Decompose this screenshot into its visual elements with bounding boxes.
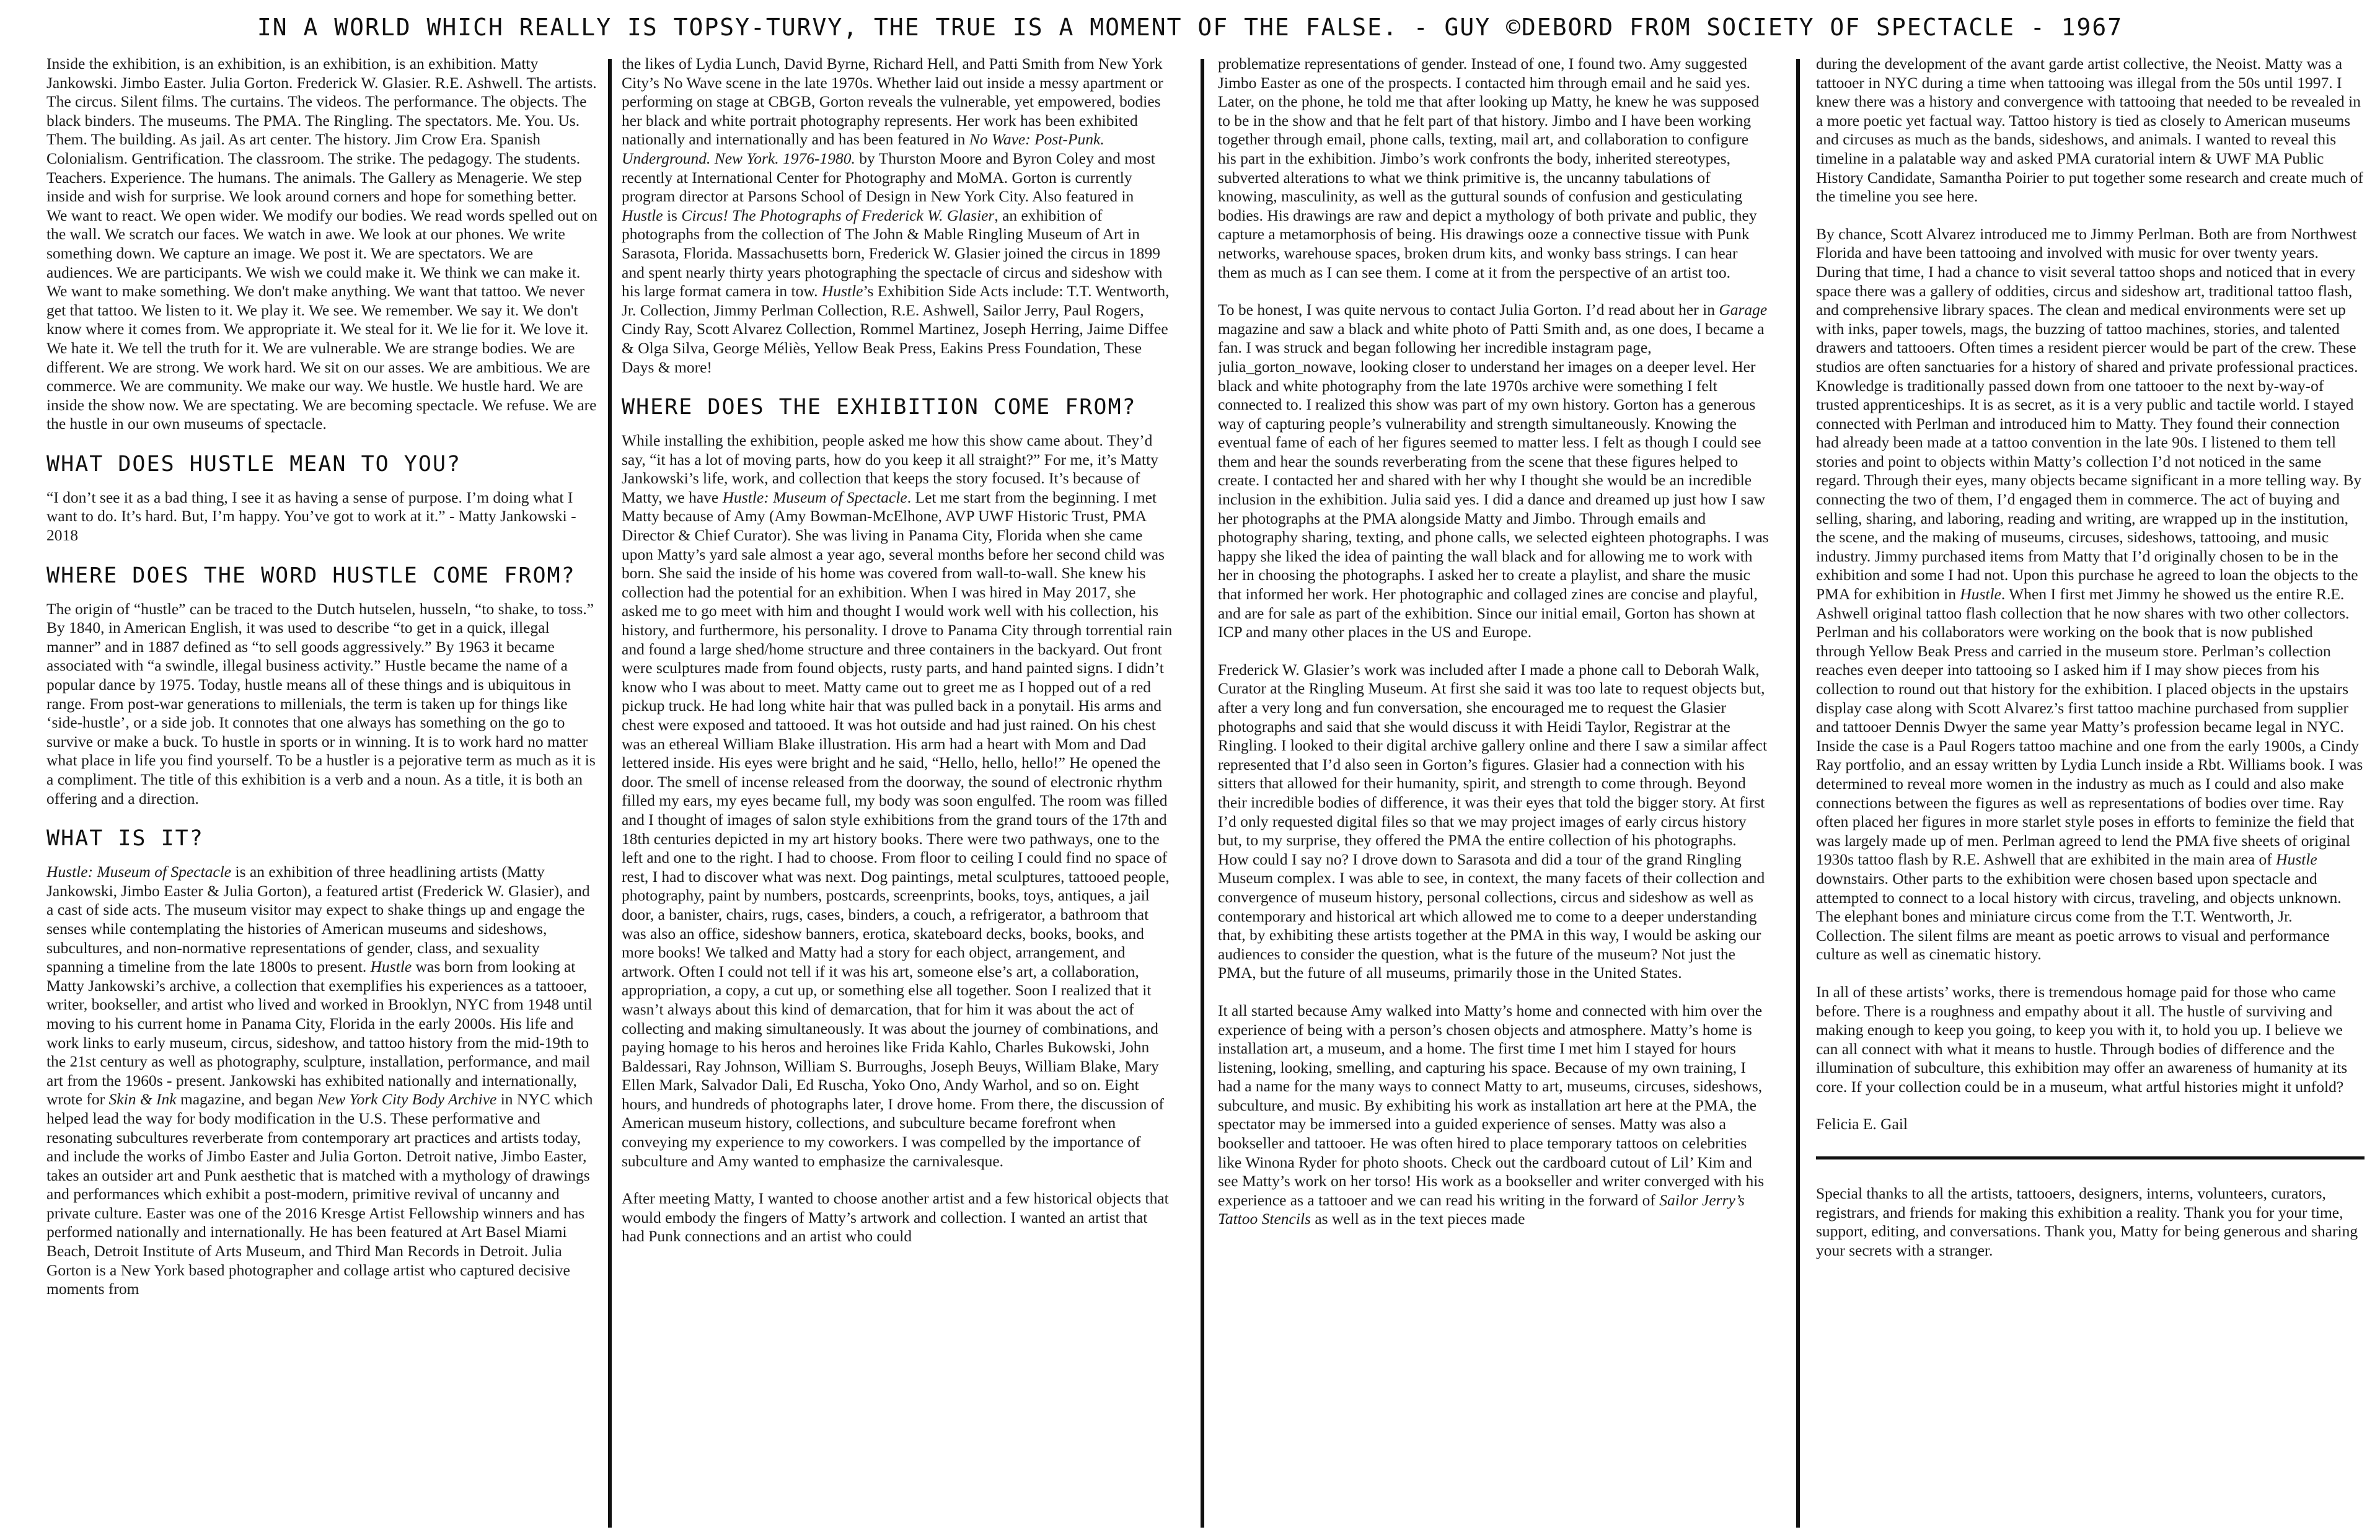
heading-exhibition-origin: WHERE DOES THE EXHIBITION COME FROM? xyxy=(622,395,1137,420)
text-column-2 xyxy=(622,55,1173,1529)
title-italic: Hustle: Museum of Spectacle xyxy=(722,488,907,506)
text-run: magazine and saw a black and white photo of Patti Smith and, as one does, I became a fan. I was struck and began following her incredible instagram page, julia_gorton_nowave, looking closer to understand her images on a deeper level. Her black and white photography from the late 1970s archive were something I felt connected to. I realized this show was part of my own history. Gorton has a generous way of capturing people’s vulnerability and strength simultaneously. Knowing the eventual fame of each of her figures seemed to matter less. I felt as though I could see them and hear the sounds reverberating from the scene that these figures helped to create. I contacted her and shared with her why I thought she would be an incredible inclusion in the exhibition. Julia said yes. I did a dance and dreamed up just how I saw her photographs at the PMA alongside Matty and Jimbo. Through emails and photography sharing, texting, and phone calls, we selected eighteen photographs. I was happy she liked the idea of painting the wall black and for allowing me to work with her in choosing the photographs. I asked her to create a playlist, and share the music that informed her work. Her photographic and collaged zines are concise and playful, and are for sale as part of the exhibition. Since our initial email, Gorton has shown at ICP and many other places in the US and Europe. xyxy=(1218,319,1769,641)
text-run: It all started because Amy walked into Matty’s home and connected with him over the experience of being with a person’s chosen objects and atmosphere. Matty’s home is installation art, a museum, and a home. The first time I met him I stayed for hours listening, looking, smelling, and capturing his space. Because of my own training, I had a name for the many ways to connect Matty to art, museums, circuses, sideshows, subculture, and music. By exhibiting his work as installation art here at the PMA, the spectator may be immersed into a guided experience of senses. Matty was also a bookseller and tattooer. He was often hired to place temporary tattoos on celebrities like Winona Ryder for photo shoots. Check out the cardboard cutout of Lil’ Kim and see Matty’s work on her torso! His work as a bookseller and writer converged with his experience as a tattooer and we can read his writing in the forward of xyxy=(1218,1001,1765,1209)
title-italic: Hustle: Museum of Spectacle xyxy=(46,863,232,881)
text-run: as well as in the text pieces made xyxy=(1310,1210,1525,1228)
title-italic: Hustle xyxy=(370,957,412,976)
acknowledgements-paragraph: Special thanks to all the artists, tattooers, designers, interns, volunteers, curators, registrars, and friends for making this exhibition a reality. Thank you for your time, support, editing, and conversations. Thank you, Matty for being generous and sharing your secrets with a stranger. xyxy=(1816,1184,2358,1259)
text-run: the likes of Lydia Lunch, David Byrne, Richard Hell, and Patti Smith from New York City’s No Wave scene in the late 1970s. Whether laid out inside a messy apartment or performing on stage at CBGB, Gorton reveals the vulnerable, yet empowered, bodies her black and white portrait photography represents. Her work has been exhibited nationally and internationally and has been featured in xyxy=(622,55,1163,149)
julia-paragraph xyxy=(1218,301,1770,642)
column-divider xyxy=(1796,59,1800,1528)
title-italic: Hustle xyxy=(2276,850,2317,869)
quote-paragraph: “I don’t see it as a bad thing, I see it as having a sense of purpose. I’m doing what I want to do. It’s hard. But, I’m happy. You’ve got to work at it.” - Matty Jankowski - 2018 xyxy=(46,488,576,545)
text-column-3 xyxy=(1218,55,1770,1529)
column-divider xyxy=(1201,59,1204,1528)
magazine-title: Garage xyxy=(1719,301,1768,319)
exhibition-title: Circus! The Photographs of Frederick W. Glasier xyxy=(681,206,995,224)
text-run: is xyxy=(663,206,682,224)
text-column-1 xyxy=(46,55,598,1529)
book-title: No Wave: Post-Punk. Underground. New York. 1976-1980. xyxy=(622,130,1104,167)
what-is-it-paragraph xyxy=(46,863,598,1299)
perlman-paragraph xyxy=(1816,225,2365,964)
text-run: downstairs. Other parts to the exhibition were chosen based upon spectacle and attempted to connect to a local history with circus, traveling, and objects unknown. The elephant bones and miniature circus come from the T.T. Wentworth, Jr. Collection. The silent films are meant as poetic arrows to visual and performance culture as well as cinematic history. xyxy=(1816,869,2342,964)
section-divider xyxy=(1816,1156,2365,1159)
heading-word-origin: WHERE DOES THE WORD HUSTLE COME FROM? xyxy=(46,563,576,588)
text-run: ’s Exhibition Side Acts include: T.T. Wentworth, Jr. Collection, Jimmy Perlman Collection, R.E. Ashwell, Sailor Jerry, Paul Rogers, Cindy Ray, Scott Alvarez Collection, Rommel Martinez, Joseph Herring, Jaime Diffee & Olga Silva, George Méliès, Yellow Beak Press, Eakins Press Foundation, These Days & more! xyxy=(622,282,1170,376)
author-signature: Felicia E. Gail xyxy=(1816,1115,1908,1133)
text-run: While installing the exhibition, people asked me how this show came about. They’d say, “it has a lot of moving parts, how do you keep it all straight?” For me, it’s Matty Jankowski’s life, work, and collection that keeps the story focused. It’s because of Matty, we have xyxy=(622,431,1158,506)
intro-paragraph: Inside the exhibition, is an exhibition, is an exhibition, is an exhibition. Matty Jankowski. Jimbo Easter. Julia Gorton. Frederick W. Glasier. R.E. Ashwell. The artists. The circus. Silent films. The curtains. The videos. The performance. The objects. The black binders. The museums. The PMA. The Ringling. The spectators. Me. You. Us. Them. The building. As jail. As art center. The history. Jim Crow Era. Spanish Colonialism. Gentrification. The classroom. The strike. The pedagogy. The students. Teachers. Experience. The humans. The animals. The Gallery as Menagerie. We step inside and wish for surprise. We look around corners and hope for something better. We want to react. We open wider. We modify our bodies. We read words spelled out on the wall. We scratch our faces. We watch in awe. We look at our phones. We write something down. We capture an image. We post it. We are spectators. We are audiences. We are participants. We wish we could make it. We think we can make it. We want to make something. We don't make anything. We want that tattoo. We never get that tattoo. We listen to it. We play it. We see. We remember. We say it. We don't know where it comes from. We appropriate it. We steal for it. We lie for it. We love it. We hate it. We tell the truth for it. We are vulnerable. We are strange bodies. We are different. We are strong. We work hard. We sit on our asses. We are ambitious. We are commerce. We are community. We make our way. We hustle. We hustle hard. We are inside the show now. We are spectating. We are becoming spectacle. We refuse. We are the hustle in our own museums of spectacle. xyxy=(46,55,598,433)
text-run: is an exhibition of three headlining artists (Matty Jankowski, Jimbo Easter & Julia Gorton), a featured artist (Frederick W. Glasier), and a cast of side acts. The museum visitor may expect to shake things up and engage the senses while contemplating the histories of American museums and sideshows, subcultures, and non-normative representations of gender, class, and sexuality spanning a timeline from the late 1800s to present. xyxy=(46,863,590,976)
closing-paragraph: In all of these artists’ works, there is tremendous homage paid for those who came before. There is a roughness and empathy about it all. The hustle of surviving and making enough to keep you going, to keep you with it, to hold you up. I believe we can all connect with what it means to hustle. Through bodies of difference and the illumination of subculture, this exhibition may offer an awareness of humanity at its core. If your collection could be in a museum, what artful histories might it unfold? xyxy=(1816,982,2348,1096)
artists-paragraph xyxy=(622,55,1173,377)
text-run: . When I first met Jimmy he showed us the entire R.E. Ashwell original tattoo flash collection that he now shares with two other collectors. Perlman and his collaborators were working on the book that is now published through Yellow Beak Press and carried in the museum store. Perlman’s collection reaches even deeper into tattooing so I asked him if I may show pieces from his collection to round out that history for the exhibition. I placed objects in the upstairs display case along with Scott Alvarez’s first tattoo machine purchased from supplier and tattooer Dennis Dwyer the same year Matty’s profession became legal in NYC. Inside the case is a Paul Rogers tattoo machine and one from the early 1900s, a Cindy Ray portfolio, and an essay written by Lydia Lunch inside a Rbt. Williams book. I was determined to reveal more women in the industry as much as I could and also make connections between the figures as well as representations of bodies over time. Ray often placed her figures in more starlet style poses in efforts to feminize the field that was largely made up of men. Perlman agreed to lend the PMA five sheets of original 1930s tattoo flash by R.E. Ashwell that are exhibited in the main area of xyxy=(1816,585,2363,869)
text-run: , an exhibition of photographs from the collection of The John & Mable Ringling Museum of Art in Sarasota, Florida. Massachusetts born, Frederick W. Glasier joined the circus in 1899 and spent nearly thirty years photographing the spectacle of circus and sideshow with his large format camera in tow. xyxy=(622,206,1163,301)
text-run: in NYC which helped lead the way for body modification in the U.S. These performative and resonating subcultures reverberate from contemporary art practices and artists today, and include the works of Jimbo Easter and Julia Gorton. Detroit native, Jimbo Easter, takes an outsider art and Punk aesthetic that is matched with a mythology of drawings and performances which exhibit a post-modern, primitive revival of uncanny and private culture. Easter was one of the 2016 Kresge Artist Fellowship winners and has performed nationally and internationally. He has been featured at Art Basel Miami Beach, Detroit Institute of Arts Museum, and Third Man Records in Detroit. Julia Gorton is a New York based photographer and collage artist who captured decisive moments from xyxy=(46,1090,593,1298)
magazine-title: Skin & Ink xyxy=(108,1090,177,1109)
text-run: by Thurston Moore and Byron Coley and most recently at International Center for Photography and MoMA. Gorton is currently program director at Parsons School of Design in New York City. Also featured in xyxy=(622,149,1155,206)
column-divider xyxy=(608,59,612,1528)
heading-hustle-meaning: WHAT DOES HUSTLE MEAN TO YOU? xyxy=(46,451,462,477)
after-meeting-paragraph: After meeting Matty, I wanted to choose another artist and a few historical objects that would embody the fingers of Matty’s artwork and collection. I wanted an artist that had Punk connections and an artist who could xyxy=(622,1189,1169,1246)
text-run: was born from looking at Matty Jankowski’s archive, a collection that exemplifies his experiences as a tattooer, writer, bookseller, and artist who lived and worked in Brooklyn, NYC from 1948 until moving to his current home in Panama City, Florida in the early 2000s. His life and work links to early museum, circus, sideshow, and tattoo history from the mid-19th to the 21st century as well as photography, sculpture, installation, performance, and mail art from the 1960s - present. Jankowski has exhibited nationally and internationally, wrote for xyxy=(46,957,593,1109)
text-run: By chance, Scott Alvarez introduced me to Jimmy Perlman. Both are from Northwest Florida and have been tattooing and involved with music for over twenty years. During that time, I had a chance to visit several tattoo shops and noticed that in every space there was a gallery of oddities, circus and sideshow art, traditional tattoo flash, and comprehensive library spaces. The clean and medical environments were set up with inks, paper towels, mags, the buzzing of tattoo machines, stories, and talented drawers and tattooers. Often times a resident piercer would be part of the crew. These studios are often sanctuaries for a history of shared and private professional practices. Knowledge is traditionally passed down from one tattooer to the next by-way-of trusted apprenticeships. It is as secret, as it is a very public and tactile world. I stayed connected with Perlman and introduced him to Matty. They found their connection had already been made at a tattoo convention in the late 90s. I listened to them tell stories and point to objects within Matty’s collection I’d not noticed in the same regard. Through their eyes, many objects became significant in a more telling way. By connecting the two of them, I’d engaged them in commerce. The act of buying and selling, sharing, and laboring, reading and writing, are wrapped up in the institution, the scene, and the making of museums, circuses, sideshows, tattooing, and music industry. Jimmy purchased items from Matty that I’d originally chosen to be in the exhibition and some I had not. Upon this purchase he agreed to loan the objects to the PMA for exhibition in xyxy=(1816,224,2362,604)
heading-what-is-it: WHAT IS IT? xyxy=(46,826,204,851)
title-italic: Hustle xyxy=(1960,585,2001,604)
epigraph-banner: IN A WORLD WHICH REALLY IS TOPSY-TURVY, THE TRUE IS A MOMENT OF THE FALSE. - GUY ©DEBORD FROM SOCIETY OF SPECTACLE - 1967 xyxy=(257,14,2123,41)
book-title: Sailor Jerry’s Tattoo Stencils xyxy=(1218,1190,1745,1228)
text-run: . Let me start from the beginning. I met Matty because of Amy (Amy Bowman-McElhone, AVP UWF Historic Trust, PMA Director & Chief Curator). She was living in Panama City, Florida when she came upon Matty’s yard sale almost a year ago, several months before her second child was born. She said the inside of his home was covered from wall-to-wall. She knew his collection had the potential for an exhibition. When I was hired in May 2017, she asked me to go meet with him and thought I would work well with his collection, his history, and furthermore, his personality. I drove to Panama City through torrential rain and found a large shed/home structure and three containers in the backyard. Out front were sculptures made from found objects, rusty parts, and hand painted signs. I didn’t know who I was about to meet. Matty came out to greet me as I hopped out of a red pickup truck. He had long white hair that was pulled back in a ponytail. His arms and chest were exposed and tattooed. It was hot outside and had just rained. On his chest was an ethereal William Blake illustration. His arm had a heart with Mom and Dad lettered inside. His eyes were bright and he said, “Hello, hello, hello!” He opened the door. The smell of incense released from the doorway, the sound of electronic rhythm filled my ears, my eyes became full, my body was soon engulfed. The room was filled and I thought of images of salon style exhibitions from the grand tours of the 17th and 18th centuries depicted in my art history books. There were two pathways, one to the left and one to the right. I had to choose. From floor to ceiling I could find no space of rest, I had to discover what was next. Dog paintings, metal sculptures, tattooed people, photography, paint by numbers, postcards, screenprints, books, toys, antiques, a jail door, a banister, chairs, rugs, cases, binders, a couch, a refrigerator, a bathroom that was also an office, sideshow banners, erotica, skateboard decks, books, books, and more books! We talked and Matty had a story for each object, arrangement, and artwork. Often I could not tell if it was his art, someone else’s art, a collaboration, appropriation, a copy, a cut up, or something else all together. Soon I realized that it wasn’t always about this kind of demarcation, that for him it was about the act of collecting and making simultaneously. It was about the journey of combinations, and paying homage to his heros and heroines like Frida Kahlo, Charles Bukowski, John Baldessari, Ray Johnson, William S. Burroughs, Joseph Beuys, William Blake, Mary Ellen Mark, Salvador Dali, Ed Ruscha, Yoko Ono, Andy Warhol, and so on. Eight hours, and hundreds of photographs later, I drove home. From there, the discussion of American museum history, collections, and subculture became forefront when conveying my experience to my coworkers. I was compelled by the importance of subculture and Amy wanted to emphasize the carnivalesque. xyxy=(622,488,1173,1170)
title-italic: Hustle xyxy=(622,206,663,224)
neoist-paragraph: during the development of the avant garde artist collective, the Neoist. Matty was a tattooer in NYC during a time when tattooing was illegal from the 50s until 1997. I knew there was a history and convergence with tattooing that needed to be revealed in a more poetic yet factual way. Tattoo history is tied as closely to American museums and circuses as much as the bands, sideshows, and animals. I wanted to reveal this timeline in a palatable way and asked PMA curatorial intern & UWF MA Public History Candidate, Samantha Poirier to put together some research and create much of the timeline you see here. xyxy=(1816,55,2363,206)
archive-title: New York City Body Archive xyxy=(317,1090,497,1109)
origin-paragraph: The origin of “hustle” can be traced to the Dutch hutselen, husseln, “to shake, to toss.” By 1840, in American English, it was used to describe “to get in a quick, illegal manner” and in 1887 defined as “to sell goods aggressively.” By 1963 it became associated with “a swindle, illegal business activity.” Hustle became the name of a popular dance by 1975. Today, hustle means all of these things and is ubiquitous in range. From post-war generations to millenials, the term is taken up for things like ‘side-hustle’, or a side job. It connotes that one always has something on the go to survive or make a buck. To hustle in sports or in winning. It is to work hard no matter what place in life you find yourself. To be a hustler is a pejorative term as much as it is a compliment. The title of this exhibition is a verb and a noun. As a title, it is both an offering and a direction. xyxy=(46,599,596,807)
story-paragraph xyxy=(622,431,1173,1171)
text-run: magazine, and began xyxy=(176,1090,317,1109)
text-run: To be honest, I was quite nervous to contact Julia Gorton. I’d read about her in xyxy=(1218,301,1719,319)
glasier-paragraph: Frederick W. Glasier’s work was included after I made a phone call to Deborah Walk, Curator at the Ringling Museum. At first she said it was too late to request objects but, after a very long and fun conversation, she encouraged me to request the Glasier photographs and said that she would discuss it with Heidi Taylor, Registrar at the Ringling. I looked to their digital archive gallery online and there I saw a similar affect represented that I’d also seen in Gorton’s figures. Glasier had a connection with his sitters that allowed for their humanity, spirit, and strength to come through. Beyond their incredible bodies of difference, it was their eyes that told the bigger story. At first I’d only requested digital files so that we may project images of early circus history but, to my surprise, they offered the PMA the entire collection of his photographs. How could I say no? I drove down to Sarasota and did a tour of the grand Ringling Museum complex. I was able to see, in context, the many facets of their collection and convergence of museum history, personal collections, circus and sideshow as well as contemporary and historical art which allowed me to come to a deeper understanding that, by exhibiting these artists together at the PMA in this way, I would be asking our audiences to consider the question, what is the future of the museum? Not just the PMA, but the future of all museums, primarily those in the United States. xyxy=(1218,660,1768,982)
jimbo-paragraph: problematize representations of gender. Instead of one, I found two. Amy suggested Jimbo Easter as one of the prospects. I contacted him through email and he said yes. Later, on the phone, he told me that after looking up Matty, he knew he was supposed to be in the show and that he felt part of that history. Jimbo and I have been working together through email, phone calls, texting, mail art, and collaboration to configure his part in the exhibition. Jimbo’s work confronts the body, inherited stereotypes, subverted alterations to what we think primitive is, the uncanny tabulations of knowing, masculinity, as well as the guttural sounds of confusion and gesticulating bodies. His drawings are raw and depict a mythology of both private and public, they capture a metamorphosis of being. His drawings ooze a connective tissue with Punk networks, warehouse spaces, broken drum kits, and wonky bass strings. I can hear them as much as I can see them. I come at it from the perspective of an artist too. xyxy=(1218,55,1760,281)
matty-home-paragraph xyxy=(1218,1001,1770,1229)
text-column-4 xyxy=(1816,55,2365,1529)
title-italic: Hustle xyxy=(821,282,863,301)
